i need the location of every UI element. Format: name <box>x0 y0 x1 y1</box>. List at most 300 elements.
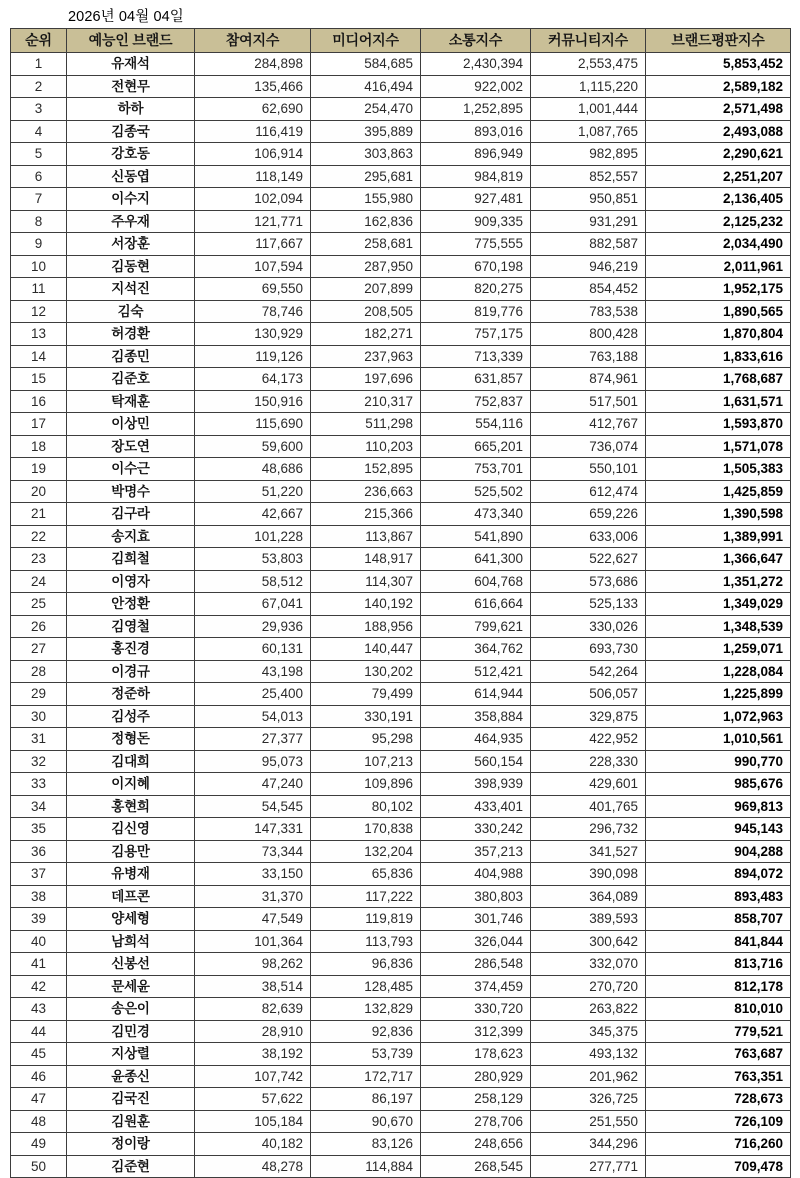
cell-participation: 47,549 <box>195 908 311 931</box>
cell-community: 344,296 <box>531 1133 646 1156</box>
table-row <box>11 863 791 886</box>
cell-rank: 32 <box>11 750 67 773</box>
table-row <box>11 705 791 728</box>
cell-participation: 130,929 <box>195 323 311 346</box>
cell-participation: 135,466 <box>195 75 311 98</box>
cell-rank: 3 <box>11 98 67 121</box>
cell-brand: 김원훈 <box>67 1110 195 1133</box>
table-row <box>11 323 791 346</box>
cell-brand: 김성주 <box>67 705 195 728</box>
cell-communication: 614,944 <box>421 683 531 706</box>
cell-brand: 이수지 <box>67 188 195 211</box>
column-header-community: 커뮤니티지수 <box>531 29 646 53</box>
cell-brand: 이경규 <box>67 660 195 683</box>
cell-media: 584,685 <box>311 53 421 76</box>
cell-community: 345,375 <box>531 1020 646 1043</box>
cell-communication: 248,656 <box>421 1133 531 1156</box>
cell-brand: 장도연 <box>67 435 195 458</box>
cell-community: 251,550 <box>531 1110 646 1133</box>
cell-media: 207,899 <box>311 278 421 301</box>
cell-rank: 31 <box>11 728 67 751</box>
cell-total: 2,125,232 <box>646 210 791 233</box>
cell-media: 162,836 <box>311 210 421 233</box>
cell-media: 330,191 <box>311 705 421 728</box>
cell-brand: 전현무 <box>67 75 195 98</box>
cell-total: 1,351,272 <box>646 570 791 593</box>
cell-communication: 631,857 <box>421 368 531 391</box>
cell-participation: 82,639 <box>195 998 311 1021</box>
cell-rank: 1 <box>11 53 67 76</box>
cell-total: 709,478 <box>646 1155 791 1178</box>
cell-media: 511,298 <box>311 413 421 436</box>
cell-rank: 22 <box>11 525 67 548</box>
cell-participation: 95,073 <box>195 750 311 773</box>
cell-participation: 116,419 <box>195 120 311 143</box>
cell-community: 2,553,475 <box>531 53 646 76</box>
cell-rank: 34 <box>11 795 67 818</box>
cell-rank: 37 <box>11 863 67 886</box>
cell-communication: 554,116 <box>421 413 531 436</box>
cell-participation: 48,686 <box>195 458 311 481</box>
cell-brand: 이상민 <box>67 413 195 436</box>
cell-communication: 512,421 <box>421 660 531 683</box>
cell-rank: 42 <box>11 975 67 998</box>
cell-communication: 464,935 <box>421 728 531 751</box>
cell-media: 92,836 <box>311 1020 421 1043</box>
column-header-communication: 소통지수 <box>421 29 531 53</box>
cell-brand: 김숙 <box>67 300 195 323</box>
cell-media: 254,470 <box>311 98 421 121</box>
cell-communication: 665,201 <box>421 435 531 458</box>
cell-media: 53,739 <box>311 1043 421 1066</box>
cell-participation: 59,600 <box>195 435 311 458</box>
cell-community: 736,074 <box>531 435 646 458</box>
cell-communication: 268,545 <box>421 1155 531 1178</box>
cell-participation: 64,173 <box>195 368 311 391</box>
cell-communication: 641,300 <box>421 548 531 571</box>
cell-community: 946,219 <box>531 255 646 278</box>
cell-media: 117,222 <box>311 885 421 908</box>
cell-community: 326,725 <box>531 1088 646 1111</box>
cell-media: 114,307 <box>311 570 421 593</box>
cell-total: 763,687 <box>646 1043 791 1066</box>
cell-participation: 117,667 <box>195 233 311 256</box>
cell-participation: 31,370 <box>195 885 311 908</box>
cell-brand: 홍현희 <box>67 795 195 818</box>
column-header-brand: 예능인 브랜드 <box>67 29 195 53</box>
cell-community: 982,895 <box>531 143 646 166</box>
cell-participation: 29,936 <box>195 615 311 638</box>
cell-media: 132,204 <box>311 840 421 863</box>
cell-media: 110,203 <box>311 435 421 458</box>
cell-total: 2,136,405 <box>646 188 791 211</box>
cell-media: 128,485 <box>311 975 421 998</box>
cell-total: 2,290,621 <box>646 143 791 166</box>
cell-rank: 6 <box>11 165 67 188</box>
table-row <box>11 795 791 818</box>
cell-community: 364,089 <box>531 885 646 908</box>
cell-participation: 43,198 <box>195 660 311 683</box>
cell-brand: 양세형 <box>67 908 195 931</box>
cell-rank: 35 <box>11 818 67 841</box>
table-row <box>11 98 791 121</box>
cell-brand: 하하 <box>67 98 195 121</box>
cell-brand: 김동현 <box>67 255 195 278</box>
cell-total: 1,571,078 <box>646 435 791 458</box>
table-row <box>11 818 791 841</box>
cell-media: 114,884 <box>311 1155 421 1178</box>
cell-brand: 유재석 <box>67 53 195 76</box>
cell-media: 119,819 <box>311 908 421 931</box>
table-row <box>11 660 791 683</box>
report-date: 2026년 04월 04일 <box>68 9 184 25</box>
cell-media: 395,889 <box>311 120 421 143</box>
cell-community: 659,226 <box>531 503 646 526</box>
cell-participation: 25,400 <box>195 683 311 706</box>
table-row <box>11 75 791 98</box>
cell-community: 800,428 <box>531 323 646 346</box>
column-header-total: 브랜드평판지수 <box>646 29 791 53</box>
cell-communication: 713,339 <box>421 345 531 368</box>
cell-participation: 284,898 <box>195 53 311 76</box>
cell-communication: 404,988 <box>421 863 531 886</box>
cell-media: 258,681 <box>311 233 421 256</box>
brand-reputation-table <box>10 28 791 1178</box>
cell-participation: 38,192 <box>195 1043 311 1066</box>
cell-total: 5,853,452 <box>646 53 791 76</box>
cell-rank: 8 <box>11 210 67 233</box>
cell-rank: 14 <box>11 345 67 368</box>
cell-brand: 안정환 <box>67 593 195 616</box>
cell-brand: 데프콘 <box>67 885 195 908</box>
cell-total: 969,813 <box>646 795 791 818</box>
cell-community: 1,001,444 <box>531 98 646 121</box>
cell-communication: 258,129 <box>421 1088 531 1111</box>
cell-rank: 5 <box>11 143 67 166</box>
cell-participation: 119,126 <box>195 345 311 368</box>
cell-community: 329,875 <box>531 705 646 728</box>
cell-rank: 50 <box>11 1155 67 1178</box>
table-row <box>11 165 791 188</box>
table-row <box>11 638 791 661</box>
cell-participation: 107,594 <box>195 255 311 278</box>
table-row <box>11 773 791 796</box>
cell-media: 303,863 <box>311 143 421 166</box>
cell-participation: 106,914 <box>195 143 311 166</box>
cell-brand: 김국진 <box>67 1088 195 1111</box>
cell-total: 1,072,963 <box>646 705 791 728</box>
table-row <box>11 53 791 76</box>
cell-rank: 2 <box>11 75 67 98</box>
table-row <box>11 548 791 571</box>
cell-communication: 286,548 <box>421 953 531 976</box>
cell-brand: 김준호 <box>67 368 195 391</box>
cell-rank: 10 <box>11 255 67 278</box>
cell-media: 109,896 <box>311 773 421 796</box>
cell-communication: 560,154 <box>421 750 531 773</box>
cell-media: 65,836 <box>311 863 421 886</box>
cell-total: 858,707 <box>646 908 791 931</box>
cell-media: 140,447 <box>311 638 421 661</box>
cell-communication: 312,399 <box>421 1020 531 1043</box>
cell-communication: 364,762 <box>421 638 531 661</box>
cell-brand: 탁재훈 <box>67 390 195 413</box>
cell-participation: 42,667 <box>195 503 311 526</box>
cell-communication: 2,430,394 <box>421 53 531 76</box>
cell-participation: 147,331 <box>195 818 311 841</box>
table-row <box>11 188 791 211</box>
table-row <box>11 1020 791 1043</box>
table-row <box>11 1110 791 1133</box>
cell-media: 210,317 <box>311 390 421 413</box>
cell-participation: 57,622 <box>195 1088 311 1111</box>
cell-participation: 73,344 <box>195 840 311 863</box>
cell-rank: 27 <box>11 638 67 661</box>
cell-rank: 43 <box>11 998 67 1021</box>
cell-community: 341,527 <box>531 840 646 863</box>
cell-media: 90,670 <box>311 1110 421 1133</box>
cell-media: 83,126 <box>311 1133 421 1156</box>
cell-communication: 752,837 <box>421 390 531 413</box>
cell-communication: 330,720 <box>421 998 531 1021</box>
cell-communication: 280,929 <box>421 1065 531 1088</box>
cell-total: 1,593,870 <box>646 413 791 436</box>
table-row <box>11 435 791 458</box>
cell-total: 1,505,383 <box>646 458 791 481</box>
cell-brand: 문세윤 <box>67 975 195 998</box>
cell-community: 525,133 <box>531 593 646 616</box>
cell-communication: 358,884 <box>421 705 531 728</box>
cell-brand: 김영철 <box>67 615 195 638</box>
cell-brand: 김구라 <box>67 503 195 526</box>
cell-media: 86,197 <box>311 1088 421 1111</box>
cell-total: 1,010,561 <box>646 728 791 751</box>
cell-total: 1,366,647 <box>646 548 791 571</box>
cell-brand: 홍진경 <box>67 638 195 661</box>
table-row <box>11 750 791 773</box>
cell-rank: 38 <box>11 885 67 908</box>
cell-total: 841,844 <box>646 930 791 953</box>
cell-communication: 1,252,895 <box>421 98 531 121</box>
cell-brand: 김종국 <box>67 120 195 143</box>
cell-total: 945,143 <box>646 818 791 841</box>
table-row <box>11 998 791 1021</box>
cell-rank: 26 <box>11 615 67 638</box>
cell-media: 416,494 <box>311 75 421 98</box>
cell-brand: 김신영 <box>67 818 195 841</box>
cell-participation: 51,220 <box>195 480 311 503</box>
cell-total: 1,870,804 <box>646 323 791 346</box>
cell-community: 783,538 <box>531 300 646 323</box>
cell-community: 390,098 <box>531 863 646 886</box>
cell-total: 904,288 <box>646 840 791 863</box>
cell-rank: 4 <box>11 120 67 143</box>
table-row <box>11 300 791 323</box>
table-body <box>11 53 791 1178</box>
cell-rank: 46 <box>11 1065 67 1088</box>
cell-rank: 13 <box>11 323 67 346</box>
cell-media: 170,838 <box>311 818 421 841</box>
cell-participation: 60,131 <box>195 638 311 661</box>
cell-rank: 44 <box>11 1020 67 1043</box>
cell-brand: 정이랑 <box>67 1133 195 1156</box>
cell-brand: 윤종신 <box>67 1065 195 1088</box>
cell-community: 506,057 <box>531 683 646 706</box>
table-row <box>11 120 791 143</box>
cell-participation: 48,278 <box>195 1155 311 1178</box>
cell-brand: 김준현 <box>67 1155 195 1178</box>
cell-participation: 28,910 <box>195 1020 311 1043</box>
cell-participation: 47,240 <box>195 773 311 796</box>
table-header-row <box>11 29 791 53</box>
cell-community: 522,627 <box>531 548 646 571</box>
cell-total: 985,676 <box>646 773 791 796</box>
cell-media: 197,696 <box>311 368 421 391</box>
cell-rank: 33 <box>11 773 67 796</box>
cell-total: 2,011,961 <box>646 255 791 278</box>
cell-rank: 45 <box>11 1043 67 1066</box>
cell-total: 1,631,571 <box>646 390 791 413</box>
cell-communication: 922,002 <box>421 75 531 98</box>
cell-total: 716,260 <box>646 1133 791 1156</box>
column-header-participation: 참여지수 <box>195 29 311 53</box>
cell-rank: 47 <box>11 1088 67 1111</box>
cell-media: 295,681 <box>311 165 421 188</box>
table-row <box>11 1133 791 1156</box>
cell-media: 113,793 <box>311 930 421 953</box>
cell-total: 813,716 <box>646 953 791 976</box>
cell-rank: 15 <box>11 368 67 391</box>
cell-participation: 102,094 <box>195 188 311 211</box>
cell-brand: 김용만 <box>67 840 195 863</box>
cell-media: 107,213 <box>311 750 421 773</box>
cell-community: 517,501 <box>531 390 646 413</box>
cell-community: 573,686 <box>531 570 646 593</box>
cell-rank: 19 <box>11 458 67 481</box>
cell-media: 236,663 <box>311 480 421 503</box>
cell-rank: 7 <box>11 188 67 211</box>
cell-communication: 927,481 <box>421 188 531 211</box>
cell-media: 172,717 <box>311 1065 421 1088</box>
cell-community: 493,132 <box>531 1043 646 1066</box>
cell-total: 1,349,029 <box>646 593 791 616</box>
cell-community: 550,101 <box>531 458 646 481</box>
cell-communication: 278,706 <box>421 1110 531 1133</box>
cell-community: 422,952 <box>531 728 646 751</box>
cell-participation: 121,771 <box>195 210 311 233</box>
cell-rank: 49 <box>11 1133 67 1156</box>
cell-total: 1,348,539 <box>646 615 791 638</box>
cell-media: 237,963 <box>311 345 421 368</box>
table-row <box>11 525 791 548</box>
cell-total: 1,390,598 <box>646 503 791 526</box>
cell-communication: 799,621 <box>421 615 531 638</box>
cell-brand: 주우재 <box>67 210 195 233</box>
cell-rank: 28 <box>11 660 67 683</box>
cell-brand: 지상렬 <box>67 1043 195 1066</box>
cell-communication: 820,275 <box>421 278 531 301</box>
table-row <box>11 503 791 526</box>
cell-communication: 670,198 <box>421 255 531 278</box>
cell-rank: 29 <box>11 683 67 706</box>
cell-participation: 115,690 <box>195 413 311 436</box>
cell-brand: 서장훈 <box>67 233 195 256</box>
cell-brand: 이지혜 <box>67 773 195 796</box>
table-row <box>11 683 791 706</box>
cell-participation: 69,550 <box>195 278 311 301</box>
cell-brand: 김민경 <box>67 1020 195 1043</box>
cell-rank: 40 <box>11 930 67 953</box>
cell-media: 130,202 <box>311 660 421 683</box>
cell-community: 612,474 <box>531 480 646 503</box>
cell-media: 95,298 <box>311 728 421 751</box>
cell-total: 1,952,175 <box>646 278 791 301</box>
cell-communication: 893,016 <box>421 120 531 143</box>
cell-media: 132,829 <box>311 998 421 1021</box>
cell-community: 882,587 <box>531 233 646 256</box>
table-row <box>11 233 791 256</box>
table-row <box>11 413 791 436</box>
cell-communication: 896,949 <box>421 143 531 166</box>
cell-participation: 150,916 <box>195 390 311 413</box>
cell-total: 726,109 <box>646 1110 791 1133</box>
cell-rank: 36 <box>11 840 67 863</box>
cell-communication: 616,664 <box>421 593 531 616</box>
cell-total: 810,010 <box>646 998 791 1021</box>
cell-communication: 604,768 <box>421 570 531 593</box>
cell-media: 208,505 <box>311 300 421 323</box>
table-row <box>11 570 791 593</box>
cell-media: 140,192 <box>311 593 421 616</box>
cell-communication: 433,401 <box>421 795 531 818</box>
cell-community: 296,732 <box>531 818 646 841</box>
cell-rank: 23 <box>11 548 67 571</box>
cell-community: 228,330 <box>531 750 646 773</box>
table-header <box>11 29 791 53</box>
cell-community: 874,961 <box>531 368 646 391</box>
cell-communication: 753,701 <box>421 458 531 481</box>
cell-total: 2,589,182 <box>646 75 791 98</box>
cell-media: 80,102 <box>311 795 421 818</box>
cell-media: 152,895 <box>311 458 421 481</box>
cell-community: 852,557 <box>531 165 646 188</box>
cell-media: 79,499 <box>311 683 421 706</box>
cell-communication: 374,459 <box>421 975 531 998</box>
cell-total: 779,521 <box>646 1020 791 1043</box>
cell-community: 633,006 <box>531 525 646 548</box>
cell-communication: 473,340 <box>421 503 531 526</box>
cell-community: 1,115,220 <box>531 75 646 98</box>
cell-total: 763,351 <box>646 1065 791 1088</box>
cell-total: 1,259,071 <box>646 638 791 661</box>
cell-participation: 105,184 <box>195 1110 311 1133</box>
table-row <box>11 1065 791 1088</box>
table-row <box>11 953 791 976</box>
cell-rank: 9 <box>11 233 67 256</box>
cell-brand: 김종민 <box>67 345 195 368</box>
cell-rank: 11 <box>11 278 67 301</box>
cell-participation: 27,377 <box>195 728 311 751</box>
table-row <box>11 840 791 863</box>
cell-brand: 신봉선 <box>67 953 195 976</box>
cell-total: 2,251,207 <box>646 165 791 188</box>
cell-community: 412,767 <box>531 413 646 436</box>
cell-community: 300,642 <box>531 930 646 953</box>
table-row <box>11 255 791 278</box>
cell-total: 2,034,490 <box>646 233 791 256</box>
cell-participation: 107,742 <box>195 1065 311 1088</box>
cell-community: 277,771 <box>531 1155 646 1178</box>
